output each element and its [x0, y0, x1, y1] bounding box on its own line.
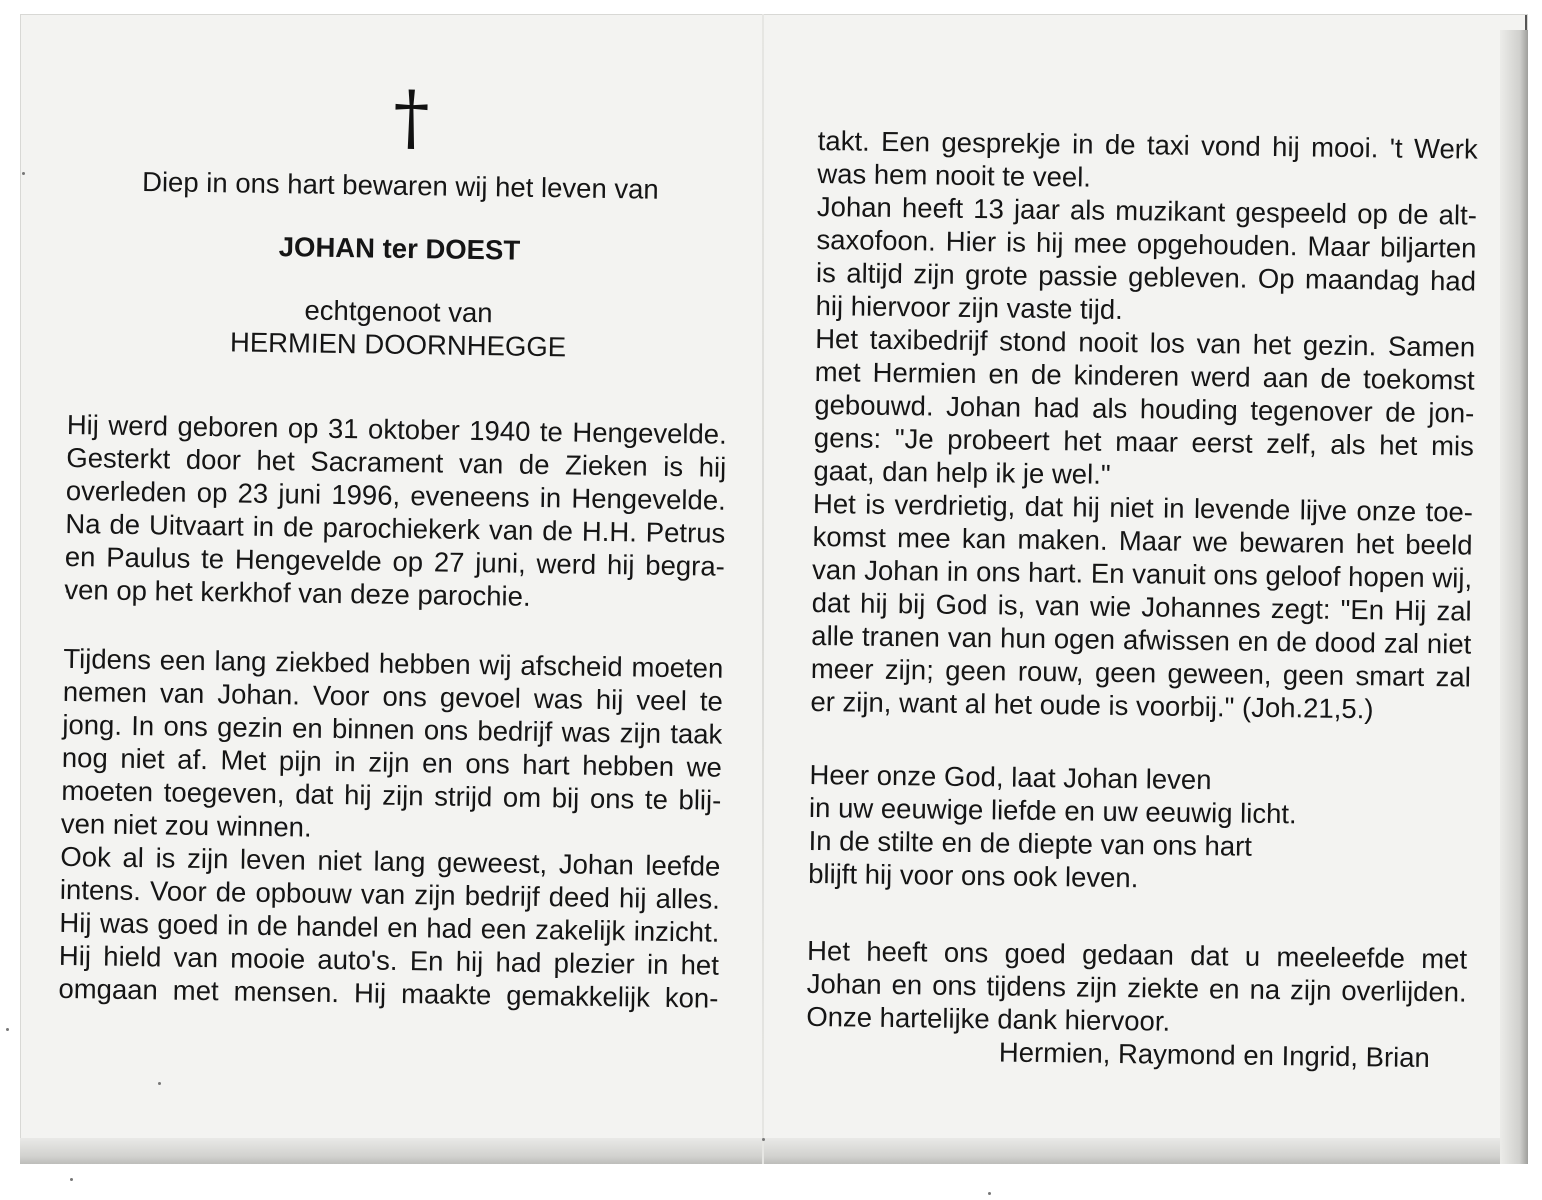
text-line: Hij hield van mooie auto's. En hij had plezier in het	[58, 939, 720, 981]
text-line: was hem nooit te veel.	[817, 157, 1092, 193]
deceased-name: JOHAN ter DOEST	[278, 231, 521, 266]
life-paragraph	[58, 840, 720, 1015]
text-line: jong. In ons gezin en binnen ons bedrijf was zijn taak	[62, 708, 723, 750]
text-line: Tijdens een lang ziekbed hebben wij afscheid moeten	[63, 642, 724, 684]
text-line: en Paulus te Hengevelde op 27 juni, werd hij begra-	[64, 540, 726, 582]
text-line: met Hermien en de kinderen werd aan de toekomst	[814, 355, 1475, 396]
spouse-block	[68, 290, 729, 366]
left-panel	[58, 76, 732, 1015]
text-line: overleden op 23 juni 1996, eveneens in Hengevelde.	[65, 474, 727, 516]
text-line: takt. Een gesprekje in de taxi vond hij mooi. 't Werk	[817, 124, 1478, 165]
text-line: hij hiervoor zijn vaste tijd.	[815, 289, 1124, 326]
card-fold-line	[762, 14, 764, 1164]
text-line: er zijn, want al het oude is voorbij." (Joh.21,5.)	[810, 685, 1374, 725]
family-signature: Hermien, Raymond en Ingrid, Brian	[998, 1036, 1431, 1074]
text-line: nemen van Johan. Voor ons gevoel was hij veel te	[62, 675, 724, 717]
faith-paragraph	[810, 487, 1473, 727]
text-line: gebouwd. Johan had als houding tegenover de jon-	[814, 388, 1475, 429]
text-line: meer zijn; geen rouw, geen geween, geen smart zal	[810, 652, 1472, 693]
text-line: Het heeft ons goed gedaan dat u meeleefde met	[806, 934, 1468, 975]
scan-speck	[22, 172, 25, 175]
intro-line: Diep in ons hart bewaren wij het leven van	[141, 166, 659, 205]
scan-speck	[762, 1138, 765, 1141]
music-paragraph	[815, 190, 1477, 331]
text-line: Het taxibedrijf stond nooit los van het gezin. Samen	[814, 322, 1476, 363]
thanks-paragraph	[806, 934, 1467, 1042]
text-line: dat hij bij God is, van wie Johannes zegt: "En Hij zal	[811, 586, 1472, 627]
scan-speck	[70, 1178, 73, 1181]
prayer-line: blijft hij voor ons ook leven.	[807, 857, 1139, 894]
spouse-label: echtgenoot van	[304, 294, 493, 329]
text-line: ven op het kerkhof van deze parochie.	[64, 573, 531, 612]
text-line: ven niet zou winnen.	[60, 807, 312, 843]
text-line: komst mee kan maken. Maar we bewaren het beeld	[812, 520, 1473, 561]
text-line: Ook al is zijn leven niet lang geweest, Johan leefde	[60, 840, 721, 882]
taxi-paragraph	[817, 124, 1478, 199]
text-line: Gesterkt door het Sacrament van de Zieken is hij	[66, 441, 727, 483]
text-line: Het is verdrietig, dat hij niet in levende lijve onze toe-	[812, 487, 1474, 528]
text-line: Hij was goed in de handel en had een zakelijk inzicht.	[59, 906, 720, 948]
text-line: omgaan met mensen. Hij maakte gemakkelijk kon-	[58, 972, 719, 1014]
prayer-line: in uw eeuwige liefde en uw eeuwig licht.	[808, 791, 1297, 830]
text-line: is altijd zijn grote passie gebleven. Op maandag had	[815, 256, 1477, 297]
family-paragraph	[813, 322, 1475, 496]
text-line: alle tranen van hun ogen afwissen en de dood zal niet	[811, 619, 1472, 660]
prayer-line: In de stilte en de diepte van ons hart	[808, 824, 1253, 862]
card-right-edge-shadow	[1500, 30, 1528, 1164]
spouse-name: HERMIEN DOORNHEGGE	[229, 326, 567, 363]
text-line: Johan heeft 13 jaar als muzikant gespeeld op de alt-	[816, 190, 1478, 231]
right-panel	[806, 124, 1478, 1075]
life-dates-paragraph	[64, 408, 727, 616]
text-line: moeten toegeven, dat hij zijn strijd om bij ons te blij-	[61, 774, 722, 816]
text-line: van Johan in ons hart. En vanuit ons geloof hopen wij,	[811, 553, 1473, 594]
prayer-line: Heer onze God, laat Johan leven	[809, 758, 1212, 796]
text-line: nog niet af. Met pijn in zijn en ons hart hebben we	[61, 741, 723, 783]
text-line: Onze hartelijke dank hiervoor.	[806, 1000, 1171, 1037]
illness-paragraph	[61, 642, 724, 850]
text-line: gaat, dan help ik je wel."	[813, 454, 1111, 490]
cross-icon: †	[392, 74, 431, 160]
text-line: Na de Uitvaart in de parochiekerk van de H.H. Petrus	[65, 507, 726, 549]
text-line: Hij werd geboren op 31 oktober 1940 te Hengevelde.	[66, 408, 727, 450]
text-line: gens: "Je probeert het maar eerst zelf, als het mis	[813, 421, 1475, 462]
scan-speck	[6, 1028, 9, 1031]
scan-speck	[988, 1192, 991, 1195]
card-bottom-edge-shadow	[20, 1138, 1528, 1164]
text-line: Johan en ons tijdens zijn ziekte en na zijn overlijden.	[806, 967, 1467, 1008]
scan-speck	[158, 1082, 161, 1085]
text-line: intens. Voor de opbouw van zijn bedrijf deed hij alles.	[59, 873, 721, 915]
prayer	[808, 758, 1470, 899]
text-line: saxofoon. Hier is hij mee opgehouden. Maar biljarten	[816, 223, 1477, 264]
